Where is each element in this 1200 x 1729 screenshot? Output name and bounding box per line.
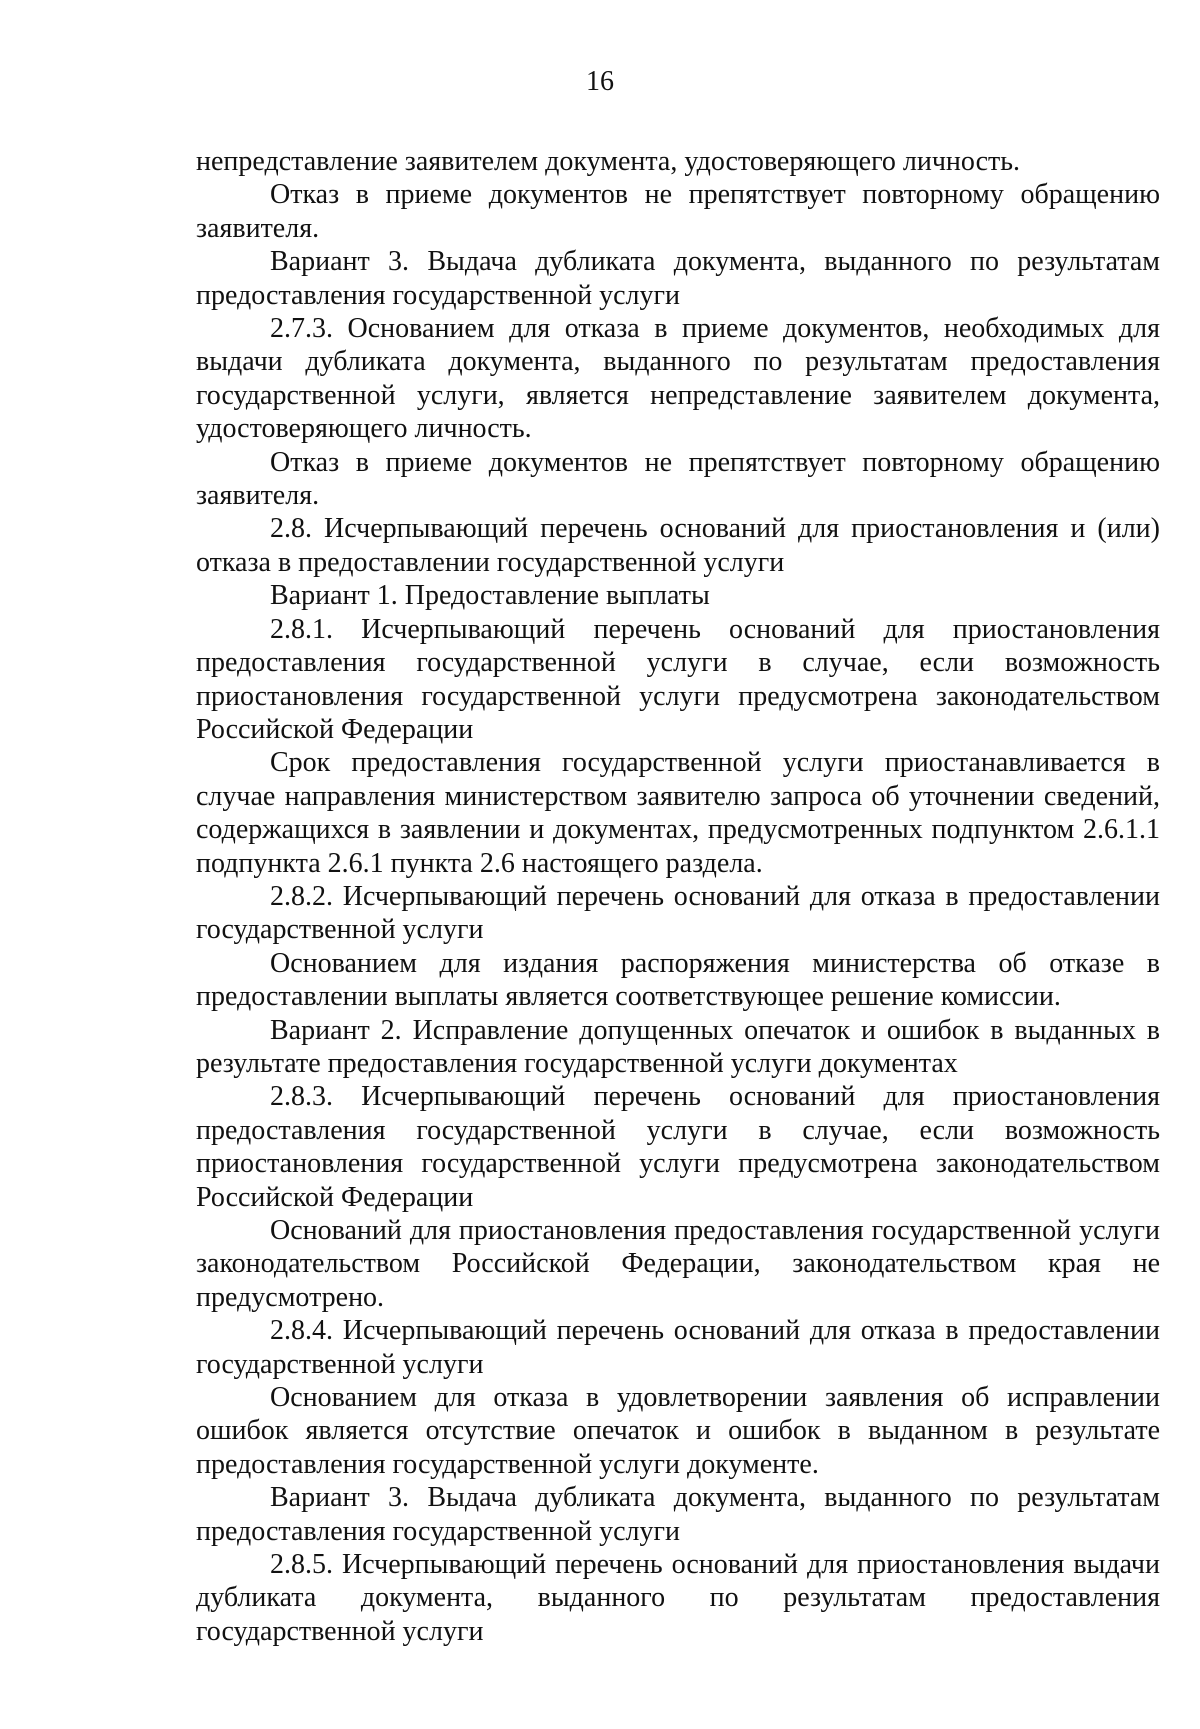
paragraph: Основанием для издания распоряжения министерства об отказе в предоставлении выплаты является соответствующее решение комиссии. (196, 947, 1160, 1013)
paragraph: Срок предоставления государственной услуги приостанавливается в случае направления министерством заявителю запроса об уточнении сведений, содержащихся в заявлении и документах, предусмотренных подпунктом 2.6.1.1 подпункта 2.6.1 пункта 2.6 настоящего раздела. (196, 747, 1160, 879)
paragraph: Основанием для отказа в удовлетворении заявления об исправлении ошибок является отсутствие опечаток и ошибок в выданном в результате предоставления государственной услуги документе. (196, 1382, 1160, 1480)
paragraph: Оснований для приостановления предоставления государственной услуги законодательством Российской Федерации, законодательством края не предусмотрено. (196, 1215, 1160, 1313)
paragraph: 2.8.2. Исчерпывающий перечень оснований для отказа в предоставлении государственной услуги (196, 880, 1160, 946)
paragraph: Отказ в приеме документов не препятствует повторному обращению заявителя. (196, 179, 1160, 244)
paragraph: Вариант 3. Выдача дубликата документа, выданного по результатам предоставления государственной услуги (196, 246, 1160, 311)
paragraph: 2.8.4. Исчерпывающий перечень оснований для отказа в предоставлении государственной услуги (196, 1315, 1160, 1380)
variant-heading: Вариант 1. Предоставление выплаты (270, 580, 710, 612)
paragraph: непредставление заявителем документа, удостоверяющего личность. (196, 146, 1021, 177)
page-number: 16 (586, 66, 614, 97)
variant-heading: Вариант 2. Исправление допущенных опечаток и ошибок в выданных в результате предоставления государственной услуги документах (196, 1014, 1160, 1079)
paragraph: 2.8.5. Исчерпывающий перечень оснований для приостановления выдачи дубликата документа, выданного по результатам предоставления государственной услуги (196, 1549, 1160, 1647)
paragraph: Отказ в приеме документов не препятствует повторному обращению заявителя. (196, 446, 1160, 512)
paragraph: 2.8.1. Исчерпывающий перечень оснований для приостановления предоставления государственной услуги в случае, если возможность приостановления государственной услуги предусмотрена законодательством Российской Федерации (196, 613, 1160, 745)
paragraph: 2.8.3. Исчерпывающий перечень оснований для приостановления предоставления государственной услуги в случае, если возможность приостановления государственной услуги предусмотрена законодательством Российской Федерации (196, 1081, 1160, 1213)
paragraph: 2.7.3. Основанием для отказа в приеме документов, необходимых для выдачи дубликата документа, выданного по результатам предоставления государственной услуги, является непредставление заявителем документа, удостоверяющего личность. (196, 313, 1160, 445)
document-body (196, 145, 1160, 1648)
variant-heading: Вариант 3. Выдача дубликата документа, выданного по результатам предоставления государственной услуги (196, 1482, 1160, 1547)
section-heading: 2.8. Исчерпывающий перечень оснований для приостановления и (или) отказа в предоставлении государственной услуги (196, 513, 1160, 578)
